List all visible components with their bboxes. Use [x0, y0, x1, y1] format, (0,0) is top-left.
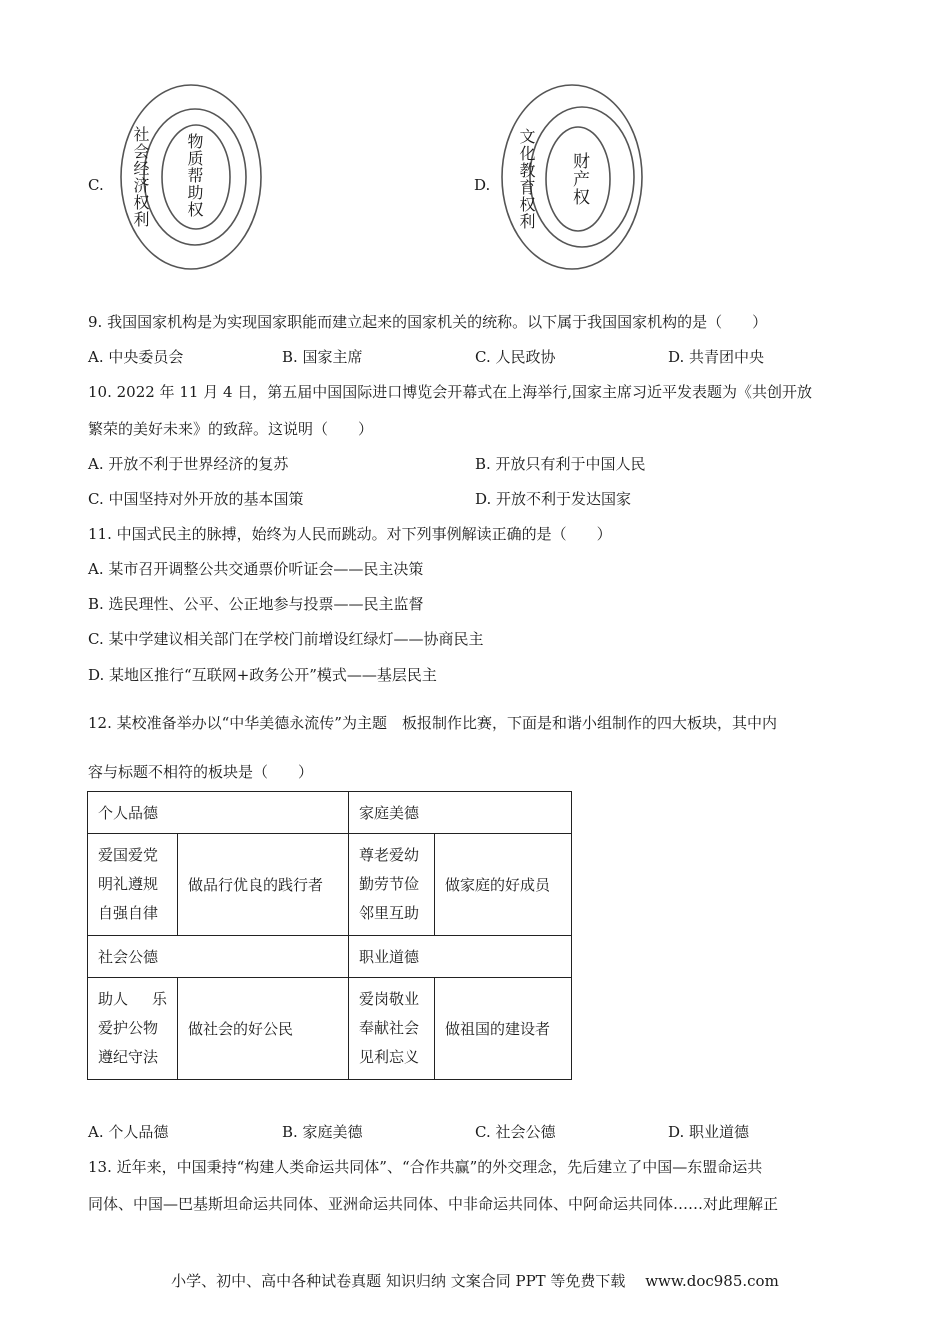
- list-item: 奉献社会: [359, 1019, 420, 1037]
- social-role: 做社会的好公民: [178, 978, 349, 1080]
- diagram-c-label: C.: [88, 176, 104, 194]
- diagram-c-outer-text: 社会经济权利: [131, 126, 150, 228]
- q9-stem: 9. 我国国家机构是为实现国家职能而建立起来的国家机关的统称。以下属于我国国家机构的是（ ）: [88, 313, 768, 331]
- q11-option-a: A. 某市召开调整公共交通票价听证会——民主决策: [88, 560, 424, 578]
- q12-option-d: D. 职业道德: [668, 1123, 750, 1141]
- q9-option-b: B. 国家主席: [282, 348, 363, 366]
- career-values: [349, 978, 435, 1080]
- q10-stem-line2: 繁荣的美好未来》的致辞。这说明（ ）: [88, 420, 374, 438]
- career-role: 做祖国的建设者: [435, 978, 572, 1080]
- list-item: 见利忘义: [359, 1048, 420, 1066]
- q11-option-b: B. 选民理性、公平、公正地参与投票——民主监督: [88, 595, 424, 613]
- list-item: 爱岗敬业: [359, 990, 420, 1008]
- table-row: [88, 792, 572, 834]
- social-values: [88, 978, 178, 1080]
- q12-option-c: C. 社会公德: [475, 1123, 556, 1141]
- q10-option-b: B. 开放只有利于中国人民: [475, 455, 646, 473]
- personal-values: [88, 834, 178, 936]
- q10-option-d: D. 开放不利于发达国家: [475, 490, 632, 508]
- list-item: 邻里互助: [359, 904, 420, 922]
- family-values: [349, 834, 435, 936]
- virtue-board-table: [87, 791, 572, 1080]
- q11-option-d: D. 某地区推行“互联网+政务公开”模式——基层民主: [88, 666, 437, 684]
- q12-stem-line2: 容与标题不相符的板块是（ ）: [88, 763, 314, 781]
- q9-option-c: C. 人民政协: [475, 348, 556, 366]
- list-item: [98, 985, 167, 1014]
- list-item: 明礼遵规: [98, 875, 159, 893]
- value-left: 助人: [98, 990, 129, 1008]
- value-right: 乐: [151, 990, 167, 1008]
- list-item: 尊老爱幼: [359, 846, 420, 864]
- q10-stem-line1: 10. 2022 年 11 月 4 日，第五届中国国际进口博览会开幕式在上海举行,国家主席习近平发表题为《共创开放: [88, 383, 813, 401]
- table-row: [88, 936, 572, 978]
- q13-stem-line1: 13. 近年来，中国秉持“构建人类命运共同体”、“合作共赢”的外交理念，先后建立了中国—东盟命运共: [88, 1158, 763, 1176]
- diagram-c-inner-text: 物质帮助权: [185, 133, 204, 218]
- list-item: 勤劳节俭: [359, 875, 420, 893]
- q10-option-c: C. 中国坚持对外开放的基本国策: [88, 490, 304, 508]
- family-role: 做家庭的好成员: [435, 834, 572, 936]
- table-row: [88, 834, 572, 936]
- list-item: 爱国爱党: [98, 846, 159, 864]
- list-item: 遵纪守法: [98, 1048, 159, 1066]
- q13-stem-line2: 同体、中国—巴基斯坦命运共同体、亚洲命运共同体、中非命运共同体、中阿命运共同体……对此理解正: [88, 1195, 779, 1213]
- personal-title: 个人品德: [88, 792, 349, 834]
- q12-option-b: B. 家庭美德: [282, 1123, 363, 1141]
- q11-stem: 11. 中国式民主的脉搏，始终为人民而跳动。对下列事例解读正确的是（ ）: [88, 525, 612, 543]
- table-row: [88, 978, 572, 1080]
- list-item: 爱护公物: [98, 1019, 159, 1037]
- family-title: 家庭美德: [349, 792, 572, 834]
- q10-option-a: A. 开放不利于世界经济的复苏: [88, 455, 289, 473]
- q9-option-d: D. 共青团中央: [668, 348, 765, 366]
- q12-option-a: A. 个人品德: [88, 1123, 169, 1141]
- social-title: 社会公德: [88, 936, 349, 978]
- q12-stem-line1: 12. 某校准备举办以“中华美德永流传”为主题 板报制作比赛，下面是和谐小组制作的四大板块，其中内: [88, 714, 777, 732]
- diagram-d-outer-text: 文化教育权利: [517, 128, 536, 230]
- career-title: 职业道德: [349, 936, 572, 978]
- personal-role: 做品行优良的践行者: [178, 834, 349, 936]
- list-item: 自强自律: [98, 904, 159, 922]
- diagram-d-label: D.: [474, 176, 491, 194]
- diagram-d-inner-text: 财产权: [569, 152, 589, 206]
- q9-option-a: A. 中央委员会: [88, 348, 184, 366]
- page-footer: 小学、初中、高中各种试卷真题 知识归纳 文案合同 PPT 等免费下载 www.doc985.com: [171, 1272, 779, 1290]
- q11-option-c: C. 某中学建议相关部门在学校门前增设红绿灯——协商民主: [88, 630, 484, 648]
